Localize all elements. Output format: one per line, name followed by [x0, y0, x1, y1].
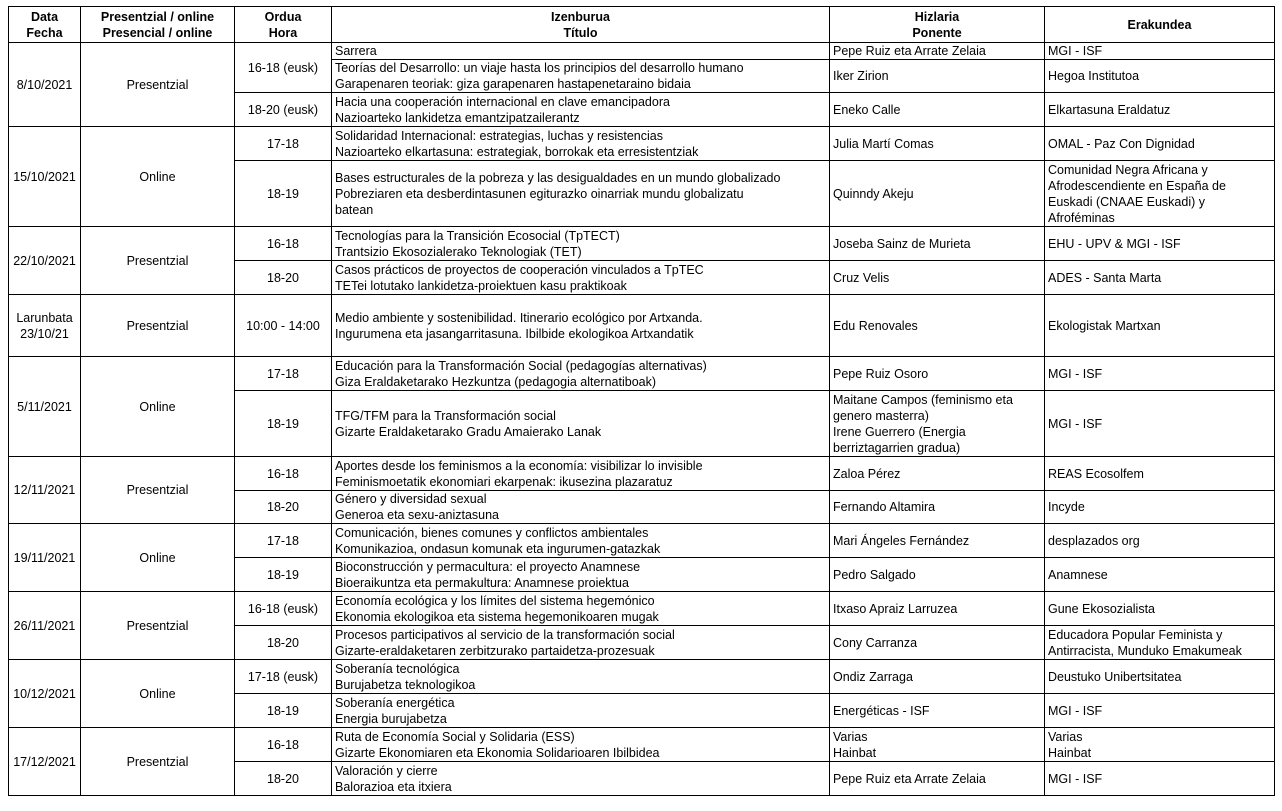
speaker-line: berriztagarrien gradua) — [833, 440, 961, 455]
org-line: MGI - ISF — [1048, 416, 1103, 431]
time-cell: 18-19 — [235, 694, 332, 728]
title-cell — [332, 357, 830, 391]
mode-cell: Presentzial — [81, 457, 235, 524]
title-cell — [332, 660, 830, 694]
table-row — [9, 43, 1275, 60]
header-speaker — [830, 7, 1045, 43]
speaker-line: Pepe Ruiz eta Arrate Zelaia — [833, 44, 986, 58]
date-cell — [9, 728, 81, 796]
speaker-line: Maitane Campos (feminismo eta — [833, 392, 1013, 407]
org-line: Afroféminas — [1048, 210, 1115, 225]
speaker-cell — [830, 357, 1045, 391]
header-org-line: Erakundea — [1127, 17, 1192, 32]
title-line: Balorazioa eta itxiera — [335, 779, 452, 794]
speaker-line: Pepe Ruiz eta Arrate Zelaia — [833, 771, 986, 786]
title-cell — [332, 43, 830, 60]
title-line: Ruta de Economía Social y Solidaria (ESS) — [335, 729, 575, 744]
header-time-line: Hora — [268, 25, 298, 40]
title-cell — [332, 524, 830, 558]
mode-cell: Presentzial — [81, 43, 235, 127]
date-line: 17/12/2021 — [13, 754, 76, 769]
org-line: Educadora Popular Feminista y — [1048, 627, 1223, 642]
speaker-cell — [830, 457, 1045, 491]
title-line: Aportes desde los feminismos a la economía: visibilizar lo invisible — [335, 458, 703, 473]
speaker-cell — [830, 227, 1045, 261]
time-cell: 18-20 — [235, 626, 332, 660]
header-speaker-line: Hizlaria — [914, 9, 960, 24]
org-cell — [1045, 227, 1275, 261]
speaker-line: Itxaso Apraiz Larruzea — [833, 601, 958, 616]
time-cell: 17-18 — [235, 524, 332, 558]
header-speaker-line: Ponente — [912, 25, 962, 40]
speaker-cell — [830, 60, 1045, 93]
org-line: MGI - ISF — [1048, 703, 1103, 718]
date-line: 23/10/21 — [20, 326, 69, 341]
title-line: Pobreziaren eta desberdintasunen egiturazko oinarriak mundu globalizatu — [335, 186, 744, 201]
speaker-line: Varias — [833, 729, 868, 744]
time-cell: 16-18 — [235, 227, 332, 261]
org-cell — [1045, 592, 1275, 626]
title-line: Medio ambiente y sostenibilidad. Itinerario ecológico por Artxanda. — [335, 310, 703, 325]
table-row — [9, 728, 1275, 762]
date-line: 10/12/2021 — [13, 686, 76, 701]
time-cell: 16-18 (eusk) — [235, 43, 332, 93]
org-line: Incyde — [1048, 500, 1085, 514]
header-time-line: Ordua — [264, 9, 302, 24]
title-line: batean — [335, 202, 374, 217]
date-line: Larunbata — [16, 310, 73, 325]
table-row — [9, 660, 1275, 694]
schedule-table — [8, 6, 1275, 796]
title-cell — [332, 60, 830, 93]
title-line: Gizarte Eraldaketarako Gradu Amaierako Lanak — [335, 424, 602, 439]
date-cell — [9, 592, 81, 660]
time-cell: 18-20 — [235, 261, 332, 295]
table-row — [9, 127, 1275, 161]
title-line: Teorías del Desarrollo: un viaje hasta los principios del desarrollo humano — [335, 61, 744, 75]
title-line: Procesos participativos al servicio de la transformación social — [335, 627, 675, 642]
org-line: Afrodescendiente en España de — [1048, 178, 1226, 193]
time-cell: 18-20 — [235, 491, 332, 524]
speaker-line: Joseba Sainz de Murieta — [833, 236, 971, 251]
date-cell — [9, 660, 81, 728]
title-line: Ingurumena eta jasangarritasuna. Ibilbide ekologikoa Artxandatik — [335, 326, 694, 341]
title-cell — [332, 558, 830, 592]
title-line: Bioconstrucción y permacultura: el proyecto Anamnese — [335, 559, 641, 574]
date-line: 15/10/2021 — [13, 169, 76, 184]
header-title — [332, 7, 830, 43]
mode-cell: Online — [81, 127, 235, 227]
org-line: Comunidad Negra Africana y — [1048, 162, 1208, 177]
org-line: Antirracista, Munduko Emakumeak — [1048, 643, 1242, 658]
speaker-cell — [830, 261, 1045, 295]
mode-cell: Online — [81, 660, 235, 728]
org-cell — [1045, 391, 1275, 457]
speaker-line: Ondiz Zarraga — [833, 669, 913, 684]
header-org — [1045, 7, 1275, 43]
org-cell — [1045, 127, 1275, 161]
org-cell — [1045, 762, 1275, 796]
header-date-line: Fecha — [26, 25, 63, 40]
schedule-page — [8, 6, 1275, 796]
table-row — [9, 357, 1275, 391]
org-line: EHU - UPV & MGI - ISF — [1048, 236, 1181, 251]
speaker-cell — [830, 558, 1045, 592]
speaker-cell — [830, 295, 1045, 357]
speaker-line: Iker Zirion — [833, 69, 889, 83]
title-line: Casos prácticos de proyectos de cooperación vinculados a TpTEC — [335, 262, 704, 277]
org-cell — [1045, 558, 1275, 592]
org-line: Euskadi (CNAAE Euskadi) y — [1048, 194, 1206, 209]
org-cell — [1045, 93, 1275, 127]
org-cell — [1045, 43, 1275, 60]
org-cell — [1045, 660, 1275, 694]
speaker-line: Cony Carranza — [833, 635, 918, 650]
org-line: Gune Ekosozialista — [1048, 601, 1156, 616]
title-cell — [332, 728, 830, 762]
time-cell: 18-20 — [235, 762, 332, 796]
date-line: 19/11/2021 — [13, 550, 76, 565]
date-cell — [9, 43, 81, 127]
header-mode-line: Presencial / online — [102, 25, 213, 40]
header-title-line: Título — [563, 25, 598, 40]
speaker-cell — [830, 93, 1045, 127]
speaker-cell — [830, 161, 1045, 227]
time-cell: 17-18 — [235, 357, 332, 391]
speaker-line: Energéticas - ISF — [833, 703, 930, 718]
title-line: Energia burujabetza — [335, 711, 447, 726]
org-cell — [1045, 357, 1275, 391]
speaker-line: Hainbat — [833, 745, 877, 760]
title-line: Bioeraikuntza eta permakultura: Anamnese proiektua — [335, 575, 629, 590]
time-cell: 18-19 — [235, 391, 332, 457]
title-line: Trantsizio Ekosozialerako Teknologiak (TET) — [335, 244, 582, 259]
org-cell — [1045, 728, 1275, 762]
title-cell — [332, 694, 830, 728]
date-cell — [9, 457, 81, 524]
speaker-cell — [830, 626, 1045, 660]
title-line: Burujabetza teknologikoa — [335, 677, 476, 692]
time-cell: 17-18 — [235, 127, 332, 161]
title-line: Economía ecológica y los límites del sistema hegemónico — [335, 593, 655, 608]
mode-cell: Online — [81, 357, 235, 457]
title-cell — [332, 227, 830, 261]
time-cell: 10:00 - 14:00 — [235, 295, 332, 357]
time-cell: 16-18 — [235, 728, 332, 762]
org-line: MGI - ISF — [1048, 366, 1103, 381]
org-line: MGI - ISF — [1048, 771, 1103, 786]
header-date-line: Data — [30, 9, 59, 24]
title-cell — [332, 93, 830, 127]
org-line: Anamnese — [1048, 567, 1108, 582]
org-line: Ekologistak Martxan — [1048, 318, 1161, 333]
title-line: Bases estructurales de la pobreza y las desigualdades en un mundo globalizado — [335, 170, 781, 185]
title-line: Tecnologías para la Transición Ecosocial (TpTECT) — [335, 228, 620, 243]
title-line: Generoa eta sexu-aniztasuna — [335, 508, 499, 522]
title-cell — [332, 626, 830, 660]
date-cell — [9, 357, 81, 457]
speaker-cell — [830, 694, 1045, 728]
mode-cell: Online — [81, 524, 235, 592]
title-cell — [332, 491, 830, 524]
speaker-cell — [830, 660, 1045, 694]
speaker-line: Pepe Ruiz Osoro — [833, 366, 929, 381]
header-mode — [81, 7, 235, 43]
title-line: Ekonomia ekologikoa eta sistema hegemonikoaren mugak — [335, 609, 659, 624]
title-line: TETei lotutako lankidetza-proiektuen kasu praktikoak — [335, 278, 627, 293]
date-line: 26/11/2021 — [13, 618, 76, 633]
org-cell — [1045, 491, 1275, 524]
title-line: Solidaridad Internacional: estrategias, luchas y resistencias — [335, 128, 663, 143]
title-line: Soberanía tecnológica — [335, 661, 460, 676]
org-line: REAS Ecosolfem — [1048, 466, 1144, 481]
speaker-line: Fernando Altamira — [833, 500, 936, 514]
title-line: Gizarte Ekonomiaren eta Ekonomia Solidarioaren Ibilbidea — [335, 745, 660, 760]
speaker-cell — [830, 127, 1045, 161]
time-cell: 18-19 — [235, 161, 332, 227]
table-row — [9, 227, 1275, 261]
org-cell — [1045, 457, 1275, 491]
org-line: Hainbat — [1048, 745, 1092, 760]
schedule-body — [9, 43, 1275, 796]
time-cell: 16-18 (eusk) — [235, 592, 332, 626]
title-line: Nazioarteko elkartasuna: estrategiak, borrokak eta erresistentziak — [335, 144, 699, 159]
org-cell — [1045, 161, 1275, 227]
date-cell — [9, 127, 81, 227]
header-title-line: Izenburua — [550, 9, 611, 24]
speaker-line: Quinndy Akeju — [833, 186, 914, 201]
title-line: Educación para la Transformación Social (pedagogías alternativas) — [335, 358, 707, 373]
mode-cell: Presentzial — [81, 592, 235, 660]
title-cell — [332, 295, 830, 357]
title-cell — [332, 592, 830, 626]
speaker-line: Irene Guerrero (Energia — [833, 424, 966, 439]
speaker-line: Zaloa Pérez — [833, 466, 901, 481]
date-line: 22/10/2021 — [13, 253, 76, 268]
header-mode-line: Presentzial / online — [100, 9, 215, 24]
org-cell — [1045, 295, 1275, 357]
time-cell: 17-18 (eusk) — [235, 660, 332, 694]
date-line: 12/11/2021 — [13, 483, 76, 497]
speaker-line: genero masterra) — [833, 408, 929, 423]
title-line: Feminismoetatik ekonomiari ekarpenak: ikusezina plazaratuz — [335, 474, 673, 489]
speaker-cell — [830, 728, 1045, 762]
title-line: Comunicación, bienes comunes y conflictos ambientales — [335, 525, 649, 540]
title-line: Garapenaren teoriak: giza garapenaren hastapenetaraino bidaia — [335, 77, 691, 91]
title-cell — [332, 457, 830, 491]
speaker-line: Mari Ángeles Fernández — [833, 533, 970, 548]
org-line: MGI - ISF — [1048, 44, 1103, 58]
title-line: Gizarte-eraldaketaren zerbitzurako partaidetza-prozesuak — [335, 643, 655, 658]
speaker-cell — [830, 43, 1045, 60]
title-line: Komunikazioa, ondasun komunak eta ingurumen-gatazkak — [335, 541, 661, 556]
header-row — [9, 7, 1275, 43]
speaker-cell — [830, 762, 1045, 796]
header-time — [235, 7, 332, 43]
speaker-line: Pedro Salgado — [833, 567, 916, 582]
title-line: Valoración y cierre — [335, 763, 438, 778]
title-line: Hacia una cooperación internacional en clave emancipadora — [335, 94, 670, 109]
time-cell: 18-19 — [235, 558, 332, 592]
org-line: Varias — [1048, 729, 1083, 744]
mode-cell: Presentzial — [81, 227, 235, 295]
title-line: Género y diversidad sexual — [335, 492, 487, 506]
speaker-line: Julia Martí Comas — [833, 136, 934, 151]
title-line: Nazioarteko lankidetza emantzipatzailerantz — [335, 110, 580, 125]
table-row — [9, 592, 1275, 626]
time-cell: 18-20 (eusk) — [235, 93, 332, 127]
speaker-cell — [830, 491, 1045, 524]
speaker-line: Cruz Velis — [833, 270, 890, 285]
org-cell — [1045, 261, 1275, 295]
speaker-cell — [830, 391, 1045, 457]
title-cell — [332, 127, 830, 161]
org-line: Hegoa Institutoa — [1048, 69, 1140, 83]
org-line: Elkartasuna Eraldatuz — [1048, 102, 1171, 117]
speaker-cell — [830, 524, 1045, 558]
date-line: 5/11/2021 — [17, 399, 72, 414]
org-line: ADES - Santa Marta — [1048, 270, 1162, 285]
date-line: 8/10/2021 — [16, 77, 73, 92]
speaker-cell — [830, 592, 1045, 626]
header-date — [9, 7, 81, 43]
org-cell — [1045, 60, 1275, 93]
title-cell — [332, 161, 830, 227]
org-cell — [1045, 694, 1275, 728]
org-line: OMAL - Paz Con Dignidad — [1048, 136, 1195, 151]
date-cell — [9, 295, 81, 357]
title-line: TFG/TFM para la Transformación social — [335, 408, 556, 423]
org-cell — [1045, 626, 1275, 660]
table-row — [9, 295, 1275, 357]
time-cell: 16-18 — [235, 457, 332, 491]
title-cell — [332, 762, 830, 796]
mode-cell: Presentzial — [81, 728, 235, 796]
date-cell — [9, 524, 81, 592]
speaker-line: Eneko Calle — [833, 102, 901, 117]
org-line: Deustuko Unibertsitatea — [1048, 669, 1182, 684]
table-row — [9, 457, 1275, 491]
speaker-line: Edu Renovales — [833, 318, 918, 333]
date-cell — [9, 227, 81, 295]
title-line: Soberanía energética — [335, 695, 455, 710]
org-cell — [1045, 524, 1275, 558]
title-line: Sarrera — [335, 44, 377, 58]
table-row — [9, 524, 1275, 558]
title-cell — [332, 261, 830, 295]
title-line: Giza Eraldaketarako Hezkuntza (pedagogia alternatiboak) — [335, 374, 657, 389]
mode-cell: Presentzial — [81, 295, 235, 357]
org-line: desplazados org — [1048, 533, 1140, 548]
title-cell — [332, 391, 830, 457]
